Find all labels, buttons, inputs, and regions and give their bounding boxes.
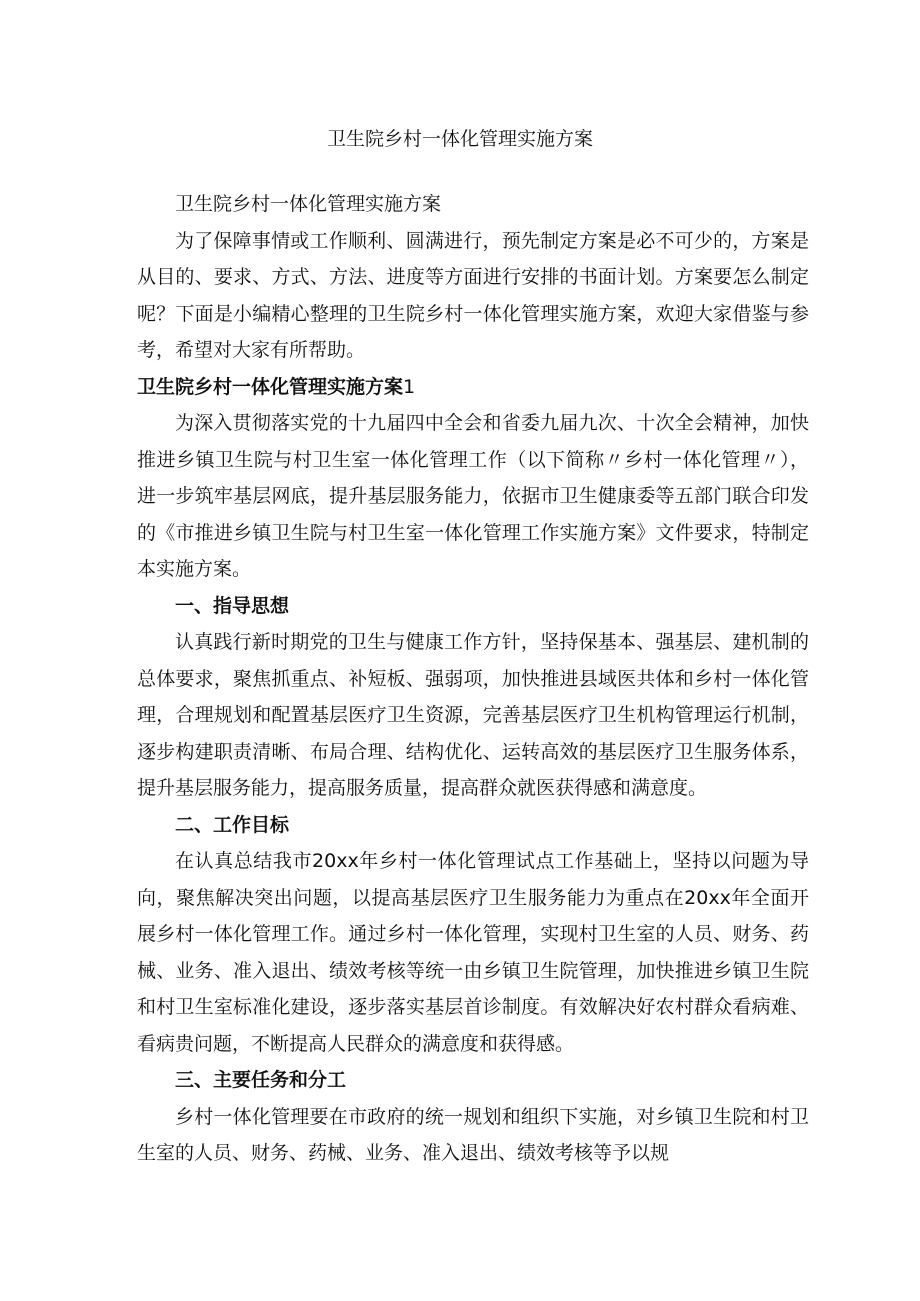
paragraph-guiding-ideology: 认真践行新时期党的卫生与健康工作方针，坚持保基本、强基层、建机制的总体要求，聚焦抓重点、补短板、强弱项，加快推进县域医共体和乡村一体化管理，合理规划和配置基层医疗卫生资源，完善基层医疗卫生机构管理运行机制，逐步构建职责清晰、布局合理、结构优化、运转高效的基层医疗卫生服务体系，提升基层服务能力，提高服务质量，提高群众就医获得感和满意度。 bbox=[137, 631, 809, 799]
heading-work-goals: 二、工作目标 bbox=[175, 813, 290, 836]
paragraph-work-goals: 在认真总结我市20xx年乡村一体化管理试点工作基础上，坚持以问题为导向，聚焦解决突出问题，以提高基层医疗卫生服务能力为重点在20xx年全面开展乡村一体化管理工作。通过乡村一体化管理，实现村卫生室的人员、财务、药械、业务、准入退出、绩效考核等统一由乡镇卫生院管理，加快推进乡镇卫生院和村卫生室标准化建设，逐步落实基层首诊制度。有效解决好农村群众看病难、看病贵问题，不断提高人民群众的满意度和获得感。 bbox=[137, 850, 809, 1055]
document-body bbox=[137, 186, 809, 1172]
document-title: 卫生院乡村一体化管理实施方案 bbox=[326, 128, 593, 150]
paragraph-main-tasks: 乡村一体化管理要在市政府的统一规划和组织下实施，对乡镇卫生院和村卫生室的人员、财务、药械、业务、准入退出、绩效考核等予以规 bbox=[137, 1105, 809, 1164]
section-1-paragraph: 为深入贯彻落实党的十九届四中全会和省委九届九次、十次全会精神，加快推进乡镇卫生院与村卫生室一体化管理工作（以下简称〃乡村一体化管理〃），进一步筑牢基层网底，提升基层服务能力，依据市卫生健康委等五部门联合印发的《市推进乡镇卫生院与村卫生室一体化管理工作实施方案》文件要求，特制定本实施方案。 bbox=[137, 412, 809, 580]
section-1-number: 1 bbox=[403, 375, 416, 398]
heading-guiding-ideology: 一、指导思想 bbox=[175, 594, 290, 617]
heading-main-tasks: 三、主要任务和分工 bbox=[175, 1069, 347, 1091]
section-1-title-text: 卫生院乡村一体化管理实施方案 bbox=[137, 375, 404, 398]
intro-paragraph: 为了保障事情或工作顺利、圆满进行，预先制定方案是必不可少的，方案是从目的、要求、方式、方法、进度等方面进行安排的书面计划。方案要怎么制定呢？下面是小编精心整理的卫生院乡村一体化管理实施方案，欢迎大家借鉴与参考，希望对大家有所帮助。 bbox=[137, 229, 809, 361]
document-subtitle: 卫生院乡村一体化管理实施方案 bbox=[175, 193, 442, 215]
section-1-title bbox=[137, 369, 809, 406]
